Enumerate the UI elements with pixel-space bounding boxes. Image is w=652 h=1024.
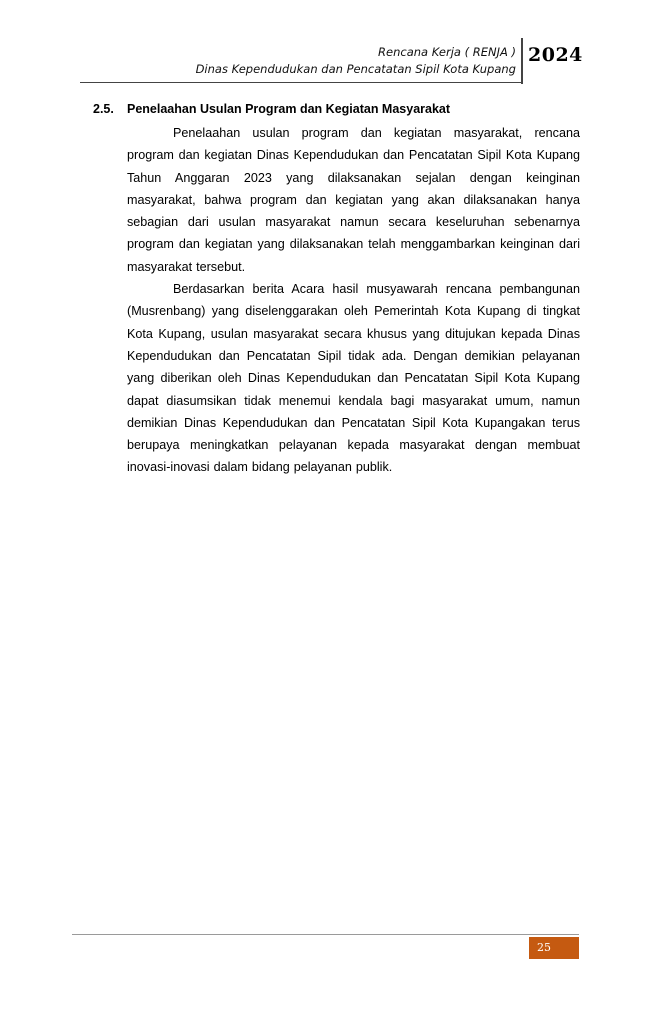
header-year: 2024 [528, 44, 583, 66]
page-header [196, 44, 516, 78]
header-agency-name: Dinas Kependudukan dan Pencatatan Sipil Kota Kupang [195, 62, 516, 76]
section-title: Penelaahan Usulan Program dan Kegiatan Masyarakat [127, 102, 451, 116]
header-horizontal-divider [80, 82, 523, 83]
section-number: 2.5. [93, 102, 114, 116]
section-body [127, 122, 580, 479]
section-heading [93, 101, 450, 117]
footer-divider [72, 934, 579, 935]
header-doc-title: Rencana Kerja ( RENJA ) [378, 45, 516, 59]
body-paragraph: Penelaahan usulan program dan kegiatan masyarakat, rencana program dan kegiatan Dinas Kependudukan dan Pencatatan Sipil Kota Kupang Tahun Anggaran 2023 yang dilaksanakan sejalan dengan keinginan masyarakat, bahwa program dan kegiatan yang akan dilaksanakan hanya sebagian dari usulan masyarakat namun secara keseluruhan sebenarnya program dan kegiatan yang dilaksanakan telah menggambarkan keinginan dari masyarakat tersebut. [127, 126, 580, 274]
body-paragraph: Berdasarkan berita Acara hasil musyawarah rencana pembangunan (Musrenbang) yang diselenggarakan oleh Pemerintah Kota Kupang di tingkat Kota Kupang, usulan masyarakat secara khusus yang ditujukan kepada Dinas Kependudukan dan Pencatatan Sipil tidak ada. Dengan demikian pelayanan yang diberikan oleh Dinas Kependudukan dan Pencatatan Sipil Kota Kupang dapat diasumsikan tidak menemui kendala bagi masyarakat umum, namun demikian Dinas Kependudukan dan Pencatatan Sipil Kota Kupangakan terus berupaya meningkatkan pelayanan kepada masyarakat dengan membuat inovasi-inovasi dalam bidang pelayanan publik. [127, 282, 580, 475]
header-vertical-divider [521, 38, 523, 84]
page-number: 25 [529, 937, 579, 959]
